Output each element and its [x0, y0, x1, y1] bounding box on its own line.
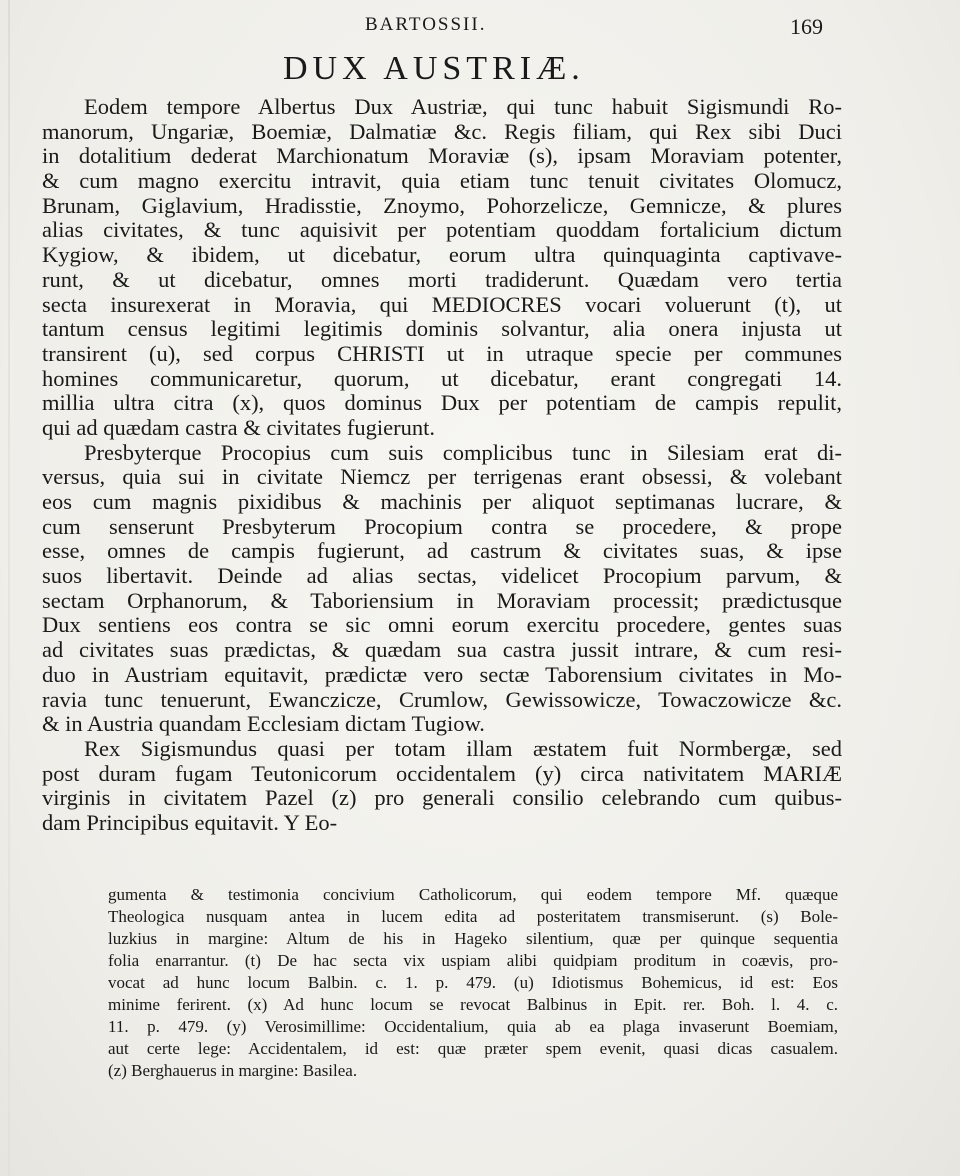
text-line: ad civitates suas prædictas, & quædam sua castra jussit intrare, & cum resi-	[42, 637, 842, 663]
text-line: post duram fugam Teutonicorum occidentalem (y) circa nativitatem MARIÆ	[42, 760, 842, 786]
text-line: & cum magno exercitu intravit, quia etiam tunc tenuit civitates Olomucz,	[42, 168, 842, 194]
text-line: transirent (u), sed corpus CHRISTI ut in utraque specie per communes	[42, 340, 842, 366]
page-number: 169	[790, 14, 823, 39]
text-line: esse, omnes de campis fugierunt, ad castrum & civitates suas, & ipse	[42, 538, 842, 564]
footnote-line: aut certe lege: Accidentalem, id est: quæ præter spem evenit, quasi dicas casualem.	[108, 1039, 838, 1058]
text-line: cum senserunt Presbyterum Procopium contra se procedere, & prope	[42, 513, 842, 539]
text-line: duo in Austriam equitavit, prædictæ vero sectæ Taborensium civitates in Mo-	[42, 661, 842, 687]
footnote-line: folia enarrantur. (t) De hac secta vix uspiam alibi quidpiam proditum in coævis, pro-	[108, 951, 838, 970]
text-line: runt, & ut dicebatur, omnes morti tradiderunt. Quædam vero tertia	[42, 266, 842, 292]
footnote-line: gumenta & testimonia concivium Catholicorum, qui eodem tempore Mf. quæque	[108, 885, 838, 904]
text-line: in dotalitium dederat Marchionatum Moraviæ (s), ipsam Moraviam potenter,	[42, 143, 842, 169]
footnote-line: luzkius in margine: Altum de his in Hageko silentium, quæ per quinque sequentia	[108, 929, 838, 948]
text-line: virginis in civitatem Pazel (z) pro generali consilio celebrando cum quibus-	[42, 785, 842, 811]
text-line: sectam Orphanorum, & Taboriensium in Moraviam processit; prædictusque	[42, 587, 842, 613]
text-line: Eodem tempore Albertus Dux Austriæ, qui tunc habuit Sigismundi Ro-	[84, 94, 842, 119]
text-line: Dux sentiens eos contra se sic omni eorum exercitu procedere, gentes suas	[42, 612, 842, 638]
text-line: versus, quia sui in civitate Niemcz per terrigenas erant obsessi, & volebant	[42, 464, 842, 490]
text-line: Kygiow, & ibidem, ut dicebatur, eorum ultra quinquaginta captivave-	[42, 242, 842, 268]
footnote-line: vocat ad hunc locum Balbin. c. 1. p. 479. (u) Idiotismus Bohemicus, id est: Eos	[108, 973, 838, 992]
running-head-title: BARTOSSII.	[365, 14, 487, 35]
text-line: suos libertavit. Deinde ad alias sectas, videlicet Procopium parvum, &	[42, 563, 842, 589]
text-line: alias civitates, & tunc aquisivit per potentiam quoddam fortalicium dictum	[42, 217, 842, 243]
text-line: dam Principibus equitavit. Y Eo-	[42, 809, 338, 835]
text-line: Presbyterque Procopius cum suis complicibus tunc in Silesiam erat di-	[84, 439, 842, 465]
page-gutter-shadow	[8, 0, 10, 1176]
text-line: & in Austria quandam Ecclesiam dictam Tugiow.	[42, 711, 485, 737]
text-line: millia ultra citra (x), quos dominus Dux per potentiam de campis repulit,	[42, 390, 842, 416]
text-line: eos cum magnis pixidibus & machinis per aliquot septimanas lucrare, &	[42, 489, 842, 514]
footnote-line: Theologica nusquam antea in lucem edita ad posteritatem transmiserunt. (s) Bole-	[108, 907, 838, 926]
main-text	[42, 95, 842, 836]
text-line: secta insurexerat in Moravia, qui MEDIOCRES vocari voluerunt (t), ut	[42, 291, 842, 317]
section-heading-text: DUX AUSTRIÆ.	[283, 50, 585, 87]
footnote-line: (z) Berghauerus in margine: Basilea.	[108, 1061, 358, 1080]
footnote-line: minime ferirent. (x) Ad hunc locum se revocat Balbinus in Epit. rer. Boh. l. 4. c.	[108, 995, 838, 1014]
footnotes	[108, 884, 838, 1082]
text-line: Brunam, Giglavium, Hradisstie, Znoymo, Pohorzelicze, Gemnicze, & plures	[42, 192, 842, 218]
footnote-line: 11. p. 479. (y) Verosimillime: Occidentalium, quia ab ea plaga invaserunt Boemiam,	[108, 1017, 838, 1036]
text-line: qui ad quædam castra & civitates fugierunt.	[42, 414, 436, 440]
text-line: tantum census legitimi legitimis dominis solvantur, alia onera injusta ut	[42, 316, 842, 342]
text-line: homines communicaretur, quorum, ut dicebatur, erant congregati 14.	[42, 365, 842, 391]
text-line: ravia tunc tenuerunt, Ewanczicze, Crumlow, Gewissowicze, Towaczowicze &c.	[42, 686, 842, 712]
text-line: manorum, Ungariæ, Boemiæ, Dalmatiæ &c. Regis filiam, qui Rex sibi Duci	[42, 118, 842, 144]
text-line: Rex Sigismundus quasi per totam illam æstatem fuit Normbergæ, sed	[84, 735, 842, 761]
